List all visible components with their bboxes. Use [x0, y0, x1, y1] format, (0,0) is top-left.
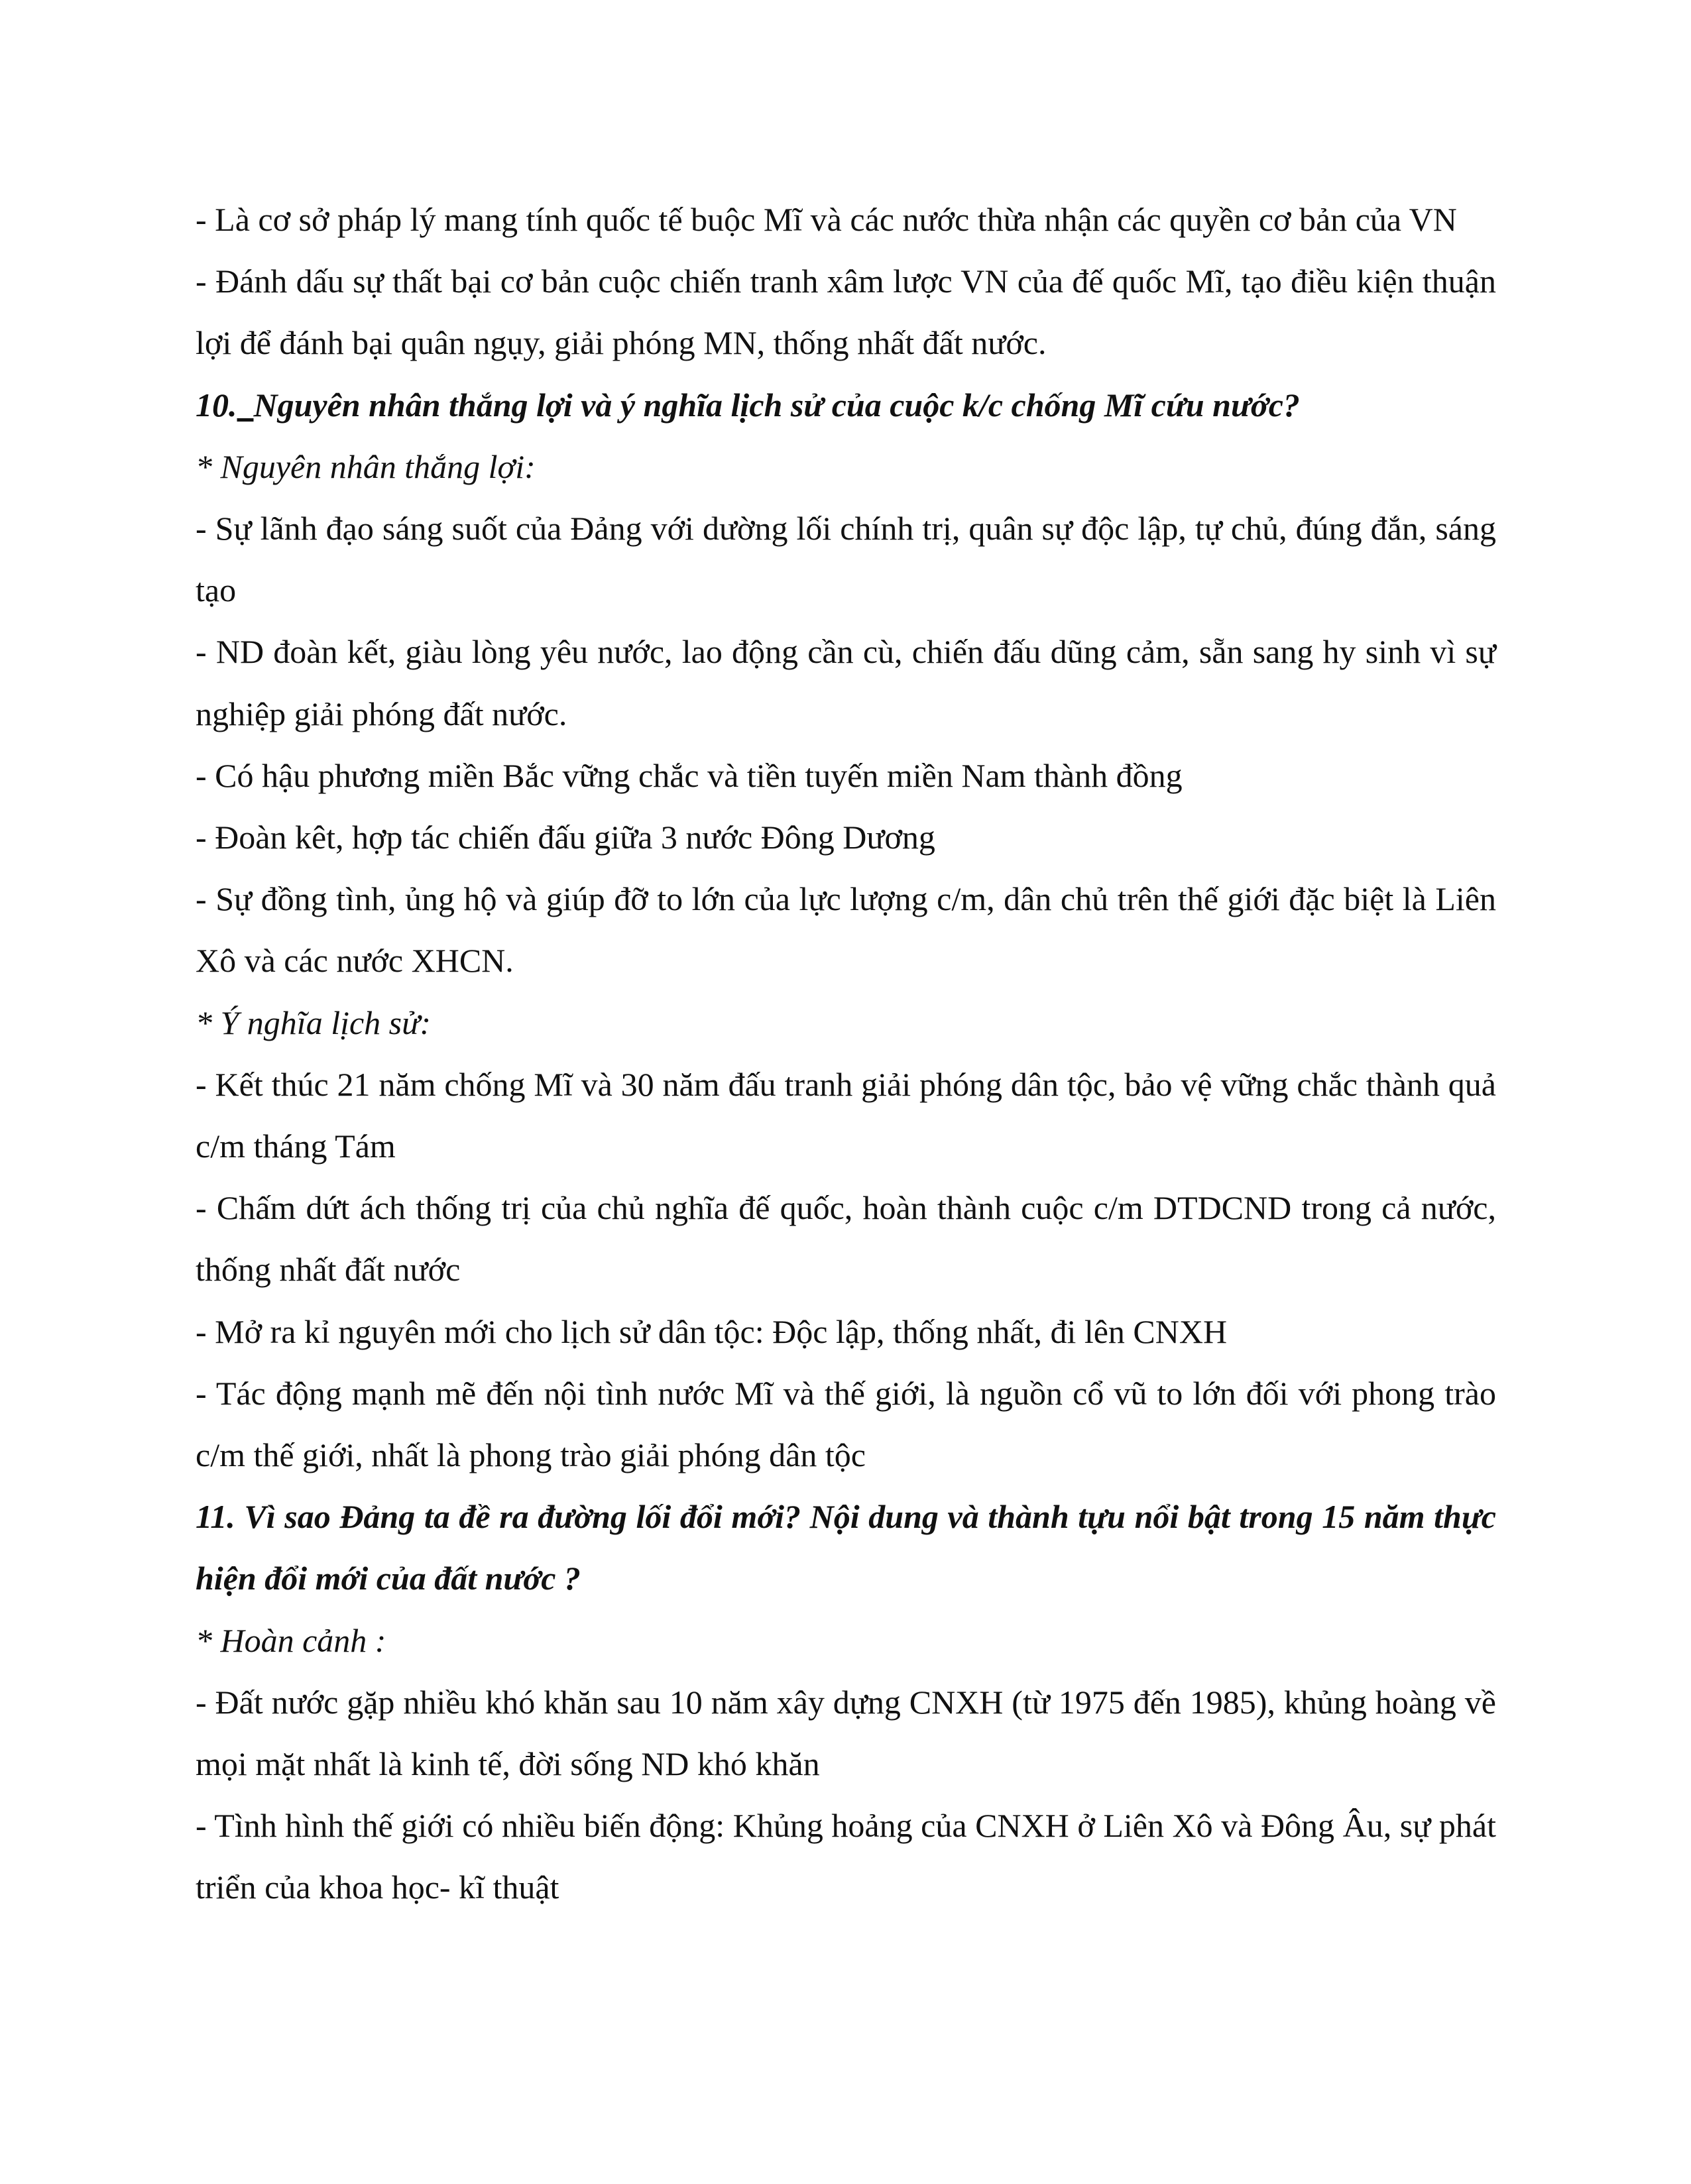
- question-text: Nguyên nhân thắng lợi và ý nghĩa lịch sử của cuộc k/c chống Mĩ cứu nước?: [253, 386, 1300, 424]
- subheading-context: * Hoàn cảnh :: [196, 1621, 386, 1659]
- heading-gap: [235, 1498, 245, 1535]
- paragraph-us-defeat: - Đánh dấu sự thất bại cơ bản cuộc chiến tranh xâm lược VN của đế quốc Mĩ, tạo điều kiện thuận lợi để đánh bại quân ngụy, giải phóng MN, thống nhất đất nước.: [196, 262, 1496, 362]
- paragraph-party-leadership: - Sự lãnh đạo sáng suốt của Đảng với dường lối chính trị, quân sự độc lập, tự chủ, đúng đắn, sáng tạo: [196, 510, 1496, 609]
- paragraph-end-of-imperialism: - Chấm dứt ách thống trị của chủ nghĩa đế quốc, hoàn thành cuộc c/m DTDCND trong cả nước, thống nhất đất nước: [196, 1189, 1496, 1289]
- question-number: 10.: [196, 386, 237, 424]
- paragraph-world-situation: - Tình hình thế giới có nhiều biến động: Khủng hoảng của CNXH ở Liên Xô và Đông Âu, sự phát triển của khoa học- kĩ thuật: [196, 1807, 1496, 1906]
- underline-gap: [237, 386, 254, 424]
- paragraph-end-of-war: - Kết thúc 21 năm chống Mĩ và 30 năm đấu tranh giải phóng dân tộc, bảo vệ vững chắc thành quả c/m tháng Tám: [196, 1065, 1496, 1165]
- subheading-significance: * Ý nghĩa lịch sử:: [196, 1004, 432, 1041]
- paragraph-indochina-cooperation: - Đoàn kêt, hợp tác chiến đấu giữa 3 nước Đông Dương: [196, 819, 935, 856]
- subheading-causes: * Nguyên nhân thắng lợi:: [196, 447, 536, 485]
- question-10-heading: [196, 374, 1496, 436]
- paragraph-legal-basis: - Là cơ sở pháp lý mang tính quốc tế buộc Mĩ và các nước thừa nhận các quyền cơ bản của VN: [196, 201, 1457, 238]
- question-11-heading: [196, 1486, 1496, 1609]
- question-text: Vì sao Đảng ta đề ra đường lối đổi mới? Nội dung và thành tựu nổi bật trong 15 năm thực hiện đổi mới của đất nước ?: [196, 1498, 1496, 1597]
- paragraph-domestic-difficulties: - Đất nước gặp nhiều khó khăn sau 10 năm xây dựng CNXH (từ 1975 đến 1985), khủng hoàng về mọi mặt nhất là kinh tế, đời sống ND khó khăn: [196, 1683, 1496, 1783]
- paragraph-new-era: - Mở ra kỉ nguyên mới cho lịch sử dân tộc: Độc lập, thống nhất, đi lên CNXH: [196, 1312, 1228, 1350]
- document-page: [196, 189, 1496, 1919]
- paragraph-rear-front: - Có hậu phương miền Bắc vững chắc và tiền tuyến miền Nam thành đồng: [196, 756, 1183, 794]
- question-number: 11.: [196, 1498, 235, 1536]
- paragraph-people-unity: - ND đoàn kết, giàu lòng yêu nước, lao động cần cù, chiến đấu dũng cảm, sẵn sang hy sinh vì sự nghiệp giải phóng đất nước.: [196, 633, 1496, 732]
- paragraph-international-support: - Sự đồng tình, ủng hộ và giúp đỡ to lớn của lực lượng c/m, dân chủ trên thế giới đặc biệt là Liên Xô và các nước XHCN.: [196, 880, 1496, 980]
- paragraph-world-impact: - Tác động mạnh mẽ đến nội tình nước Mĩ và thế giới, là nguồn cổ vũ to lớn đối với phong trào c/m thế giới, nhất là phong trào giải phóng dân tộc: [196, 1374, 1496, 1474]
